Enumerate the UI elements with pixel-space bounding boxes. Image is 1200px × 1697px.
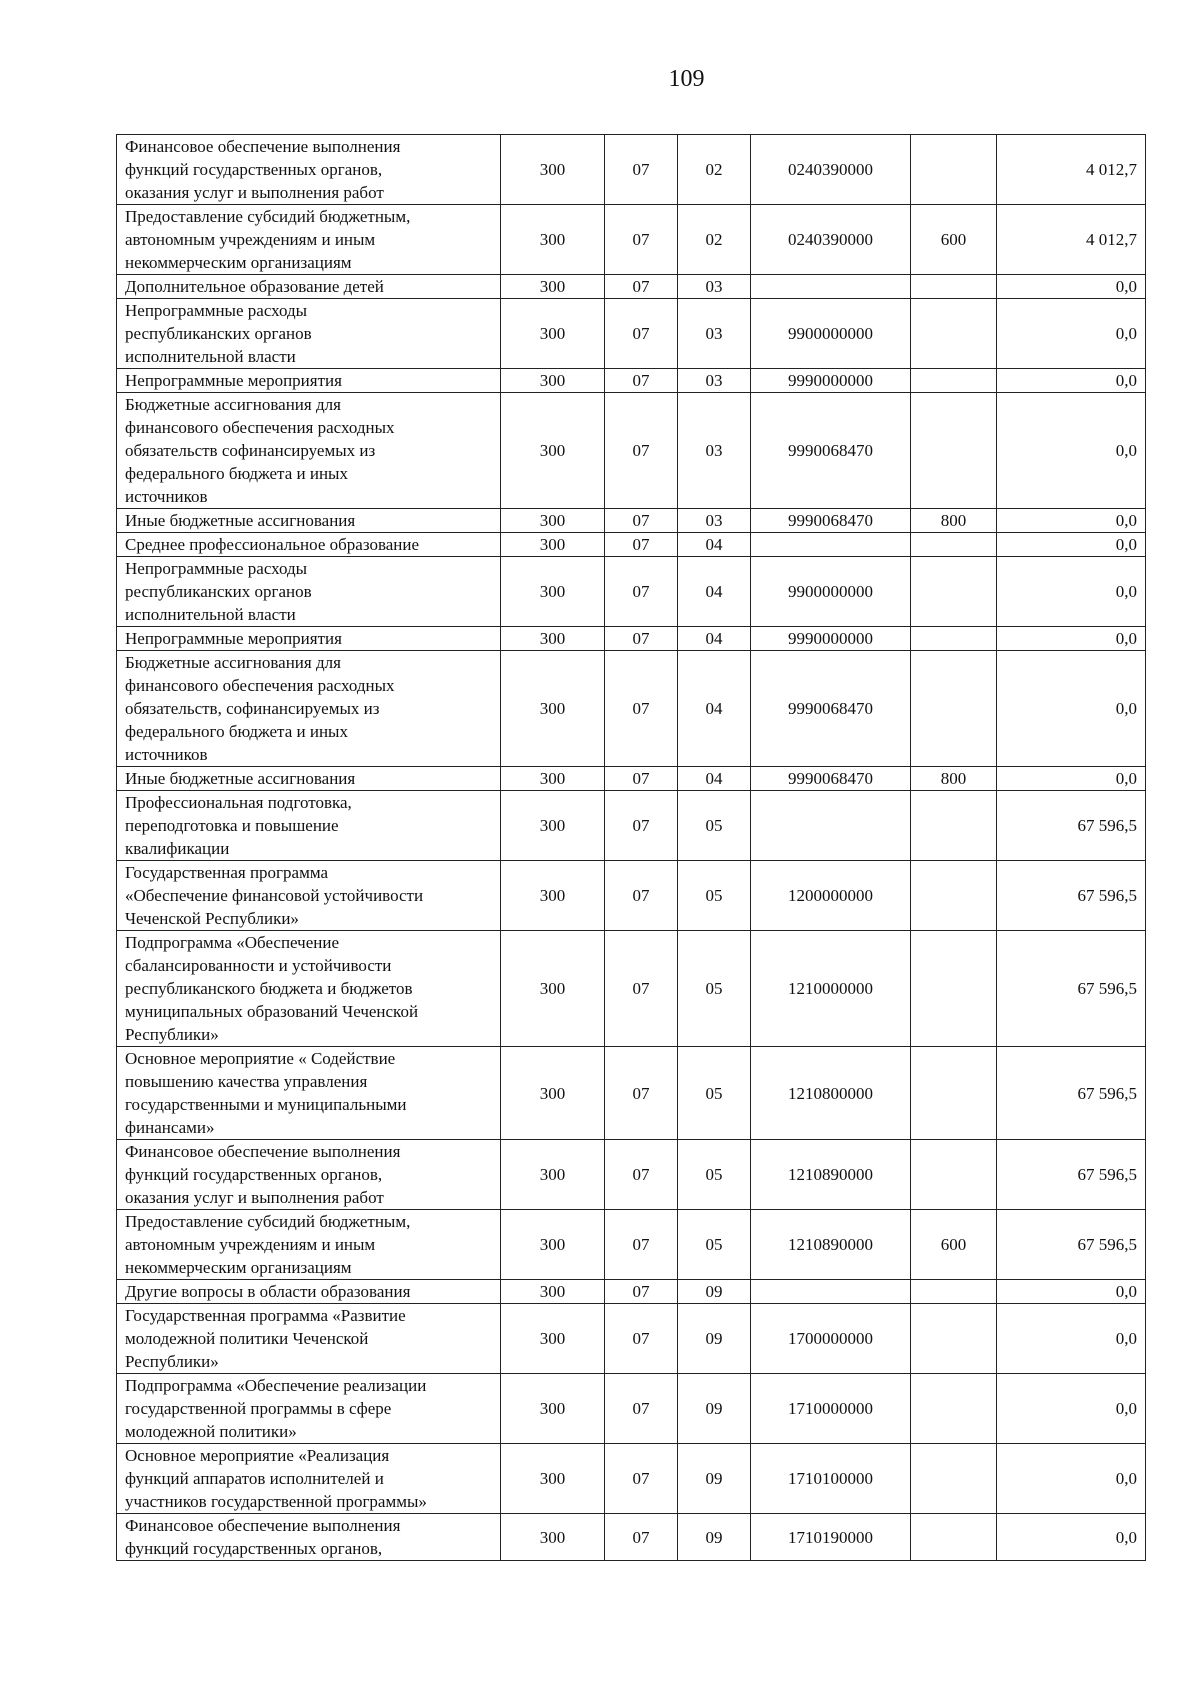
cell-amount: 0,0: [997, 1444, 1146, 1514]
cell-amount: 0,0: [997, 1374, 1146, 1444]
cell-section: 07: [605, 791, 678, 861]
cell-section: 07: [605, 627, 678, 651]
cell-subsection: 09: [678, 1304, 751, 1374]
cell-target-item: 0240390000: [751, 205, 911, 275]
cell-subsection: 04: [678, 767, 751, 791]
table-row: [117, 369, 1146, 393]
cell-expense-type: [911, 1047, 997, 1140]
cell-ministry-code: 300: [501, 299, 605, 369]
cell-section: 07: [605, 557, 678, 627]
cell-expense-type: [911, 931, 997, 1047]
cell-ministry-code: 300: [501, 767, 605, 791]
cell-subsection: 03: [678, 369, 751, 393]
table-row: [117, 205, 1146, 275]
cell-name: Подпрограмма «Обеспечение сбалансированности и устойчивости республиканского бюджета и бюджетов муниципальных образований Чеченской Республики»: [117, 931, 501, 1047]
cell-target-item: 9990068470: [751, 509, 911, 533]
cell-name: Непрограммные мероприятия: [117, 627, 501, 651]
table-row: [117, 1374, 1146, 1444]
cell-expense-type: [911, 135, 997, 205]
table-row: [117, 275, 1146, 299]
cell-amount: 67 596,5: [997, 1210, 1146, 1280]
cell-target-item: 9990068470: [751, 651, 911, 767]
cell-name: Другие вопросы в области образования: [117, 1280, 501, 1304]
cell-expense-type: [911, 533, 997, 557]
cell-name: Основное мероприятие « Содействие повышению качества управления государственными и муниципальными финансами»: [117, 1047, 501, 1140]
cell-amount: 67 596,5: [997, 931, 1146, 1047]
cell-name: Непрограммные расходы республиканских органов исполнительной власти: [117, 299, 501, 369]
cell-ministry-code: 300: [501, 1374, 605, 1444]
cell-section: 07: [605, 1304, 678, 1374]
cell-section: 07: [605, 931, 678, 1047]
cell-ministry-code: 300: [501, 931, 605, 1047]
cell-target-item: 9900000000: [751, 299, 911, 369]
cell-subsection: 04: [678, 651, 751, 767]
table-row: [117, 1047, 1146, 1140]
table-row: [117, 767, 1146, 791]
cell-target-item: 9990068470: [751, 393, 911, 509]
cell-subsection: 04: [678, 627, 751, 651]
cell-name: Финансовое обеспечение выполнения функций государственных органов,: [117, 1514, 501, 1561]
cell-subsection: 03: [678, 509, 751, 533]
cell-subsection: 05: [678, 1140, 751, 1210]
cell-ministry-code: 300: [501, 369, 605, 393]
table-row: [117, 1444, 1146, 1514]
cell-name: Государственная программа «Обеспечение финансовой устойчивости Чеченской Республики»: [117, 861, 501, 931]
cell-subsection: 05: [678, 861, 751, 931]
table-row: [117, 557, 1146, 627]
cell-ministry-code: 300: [501, 509, 605, 533]
cell-target-item: 1710190000: [751, 1514, 911, 1561]
cell-expense-type: [911, 1514, 997, 1561]
cell-section: 07: [605, 861, 678, 931]
table-row: [117, 651, 1146, 767]
cell-ministry-code: 300: [501, 627, 605, 651]
cell-expense-type: [911, 393, 997, 509]
cell-subsection: 05: [678, 1047, 751, 1140]
cell-target-item: 1710000000: [751, 1374, 911, 1444]
cell-ministry-code: 300: [501, 205, 605, 275]
cell-section: 07: [605, 275, 678, 299]
cell-target-item: 1210890000: [751, 1210, 911, 1280]
cell-subsection: 05: [678, 1210, 751, 1280]
cell-expense-type: 800: [911, 767, 997, 791]
cell-section: 07: [605, 651, 678, 767]
cell-amount: 0,0: [997, 509, 1146, 533]
cell-ministry-code: 300: [501, 557, 605, 627]
cell-name: Профессиональная подготовка, переподготовка и повышение квалификации: [117, 791, 501, 861]
table-row: [117, 393, 1146, 509]
cell-ministry-code: 300: [501, 861, 605, 931]
cell-target-item: 9990000000: [751, 369, 911, 393]
cell-amount: 0,0: [997, 299, 1146, 369]
cell-name: Непрограммные мероприятия: [117, 369, 501, 393]
table-row: [117, 533, 1146, 557]
cell-name: Бюджетные ассигнования для финансового обеспечения расходных обязательств софинансируемых из федерального бюджета и иных источников: [117, 393, 501, 509]
table-row: [117, 135, 1146, 205]
cell-amount: 0,0: [997, 651, 1146, 767]
cell-name: Основное мероприятие «Реализация функций аппаратов исполнителей и участников государственной программы»: [117, 1444, 501, 1514]
cell-expense-type: [911, 1304, 997, 1374]
cell-section: 07: [605, 135, 678, 205]
cell-ministry-code: 300: [501, 651, 605, 767]
cell-target-item: 1710100000: [751, 1444, 911, 1514]
cell-amount: 0,0: [997, 557, 1146, 627]
cell-ministry-code: 300: [501, 1514, 605, 1561]
cell-ministry-code: 300: [501, 393, 605, 509]
cell-expense-type: [911, 1374, 997, 1444]
cell-amount: 0,0: [997, 627, 1146, 651]
cell-name: Подпрограмма «Обеспечение реализации государственной программы в сфере молодежной политики»: [117, 1374, 501, 1444]
cell-expense-type: [911, 861, 997, 931]
cell-amount: 67 596,5: [997, 791, 1146, 861]
cell-ministry-code: 300: [501, 1140, 605, 1210]
cell-target-item: 9990068470: [751, 767, 911, 791]
cell-expense-type: [911, 627, 997, 651]
cell-ministry-code: 300: [501, 1444, 605, 1514]
cell-amount: 67 596,5: [997, 861, 1146, 931]
cell-subsection: 09: [678, 1374, 751, 1444]
cell-target-item: [751, 791, 911, 861]
cell-amount: 0,0: [997, 369, 1146, 393]
page-number: 109: [668, 66, 705, 92]
budget-table: [116, 134, 1146, 1561]
cell-section: 07: [605, 1374, 678, 1444]
cell-subsection: 03: [678, 393, 751, 509]
cell-amount: 0,0: [997, 533, 1146, 557]
cell-ministry-code: 300: [501, 791, 605, 861]
cell-amount: 0,0: [997, 767, 1146, 791]
cell-section: 07: [605, 1210, 678, 1280]
cell-target-item: [751, 275, 911, 299]
cell-ministry-code: 300: [501, 135, 605, 205]
table-row: [117, 931, 1146, 1047]
cell-amount: 4 012,7: [997, 205, 1146, 275]
table-body: [117, 135, 1146, 1561]
cell-subsection: 03: [678, 275, 751, 299]
cell-name: Финансовое обеспечение выполнения функций государственных органов, оказания услуг и выполнения работ: [117, 135, 501, 205]
cell-name: Финансовое обеспечение выполнения функций государственных органов, оказания услуг и выполнения работ: [117, 1140, 501, 1210]
cell-expense-type: [911, 299, 997, 369]
cell-expense-type: 600: [911, 1210, 997, 1280]
cell-name: Дополнительное образование детей: [117, 275, 501, 299]
cell-name: Иные бюджетные ассигнования: [117, 767, 501, 791]
table-row: [117, 299, 1146, 369]
cell-expense-type: [911, 557, 997, 627]
cell-expense-type: 800: [911, 509, 997, 533]
cell-ministry-code: 300: [501, 533, 605, 557]
cell-section: 07: [605, 1444, 678, 1514]
cell-expense-type: [911, 369, 997, 393]
cell-name: Бюджетные ассигнования для финансового обеспечения расходных обязательств, софинансируемых из федерального бюджета и иных источников: [117, 651, 501, 767]
cell-section: 07: [605, 205, 678, 275]
cell-target-item: 1200000000: [751, 861, 911, 931]
cell-ministry-code: 300: [501, 1210, 605, 1280]
cell-section: 07: [605, 369, 678, 393]
cell-expense-type: [911, 1444, 997, 1514]
cell-target-item: 1210800000: [751, 1047, 911, 1140]
cell-amount: 67 596,5: [997, 1140, 1146, 1210]
cell-subsection: 02: [678, 205, 751, 275]
cell-target-item: [751, 533, 911, 557]
cell-target-item: 1700000000: [751, 1304, 911, 1374]
cell-target-item: [751, 1280, 911, 1304]
cell-subsection: 09: [678, 1514, 751, 1561]
cell-expense-type: 600: [911, 205, 997, 275]
cell-amount: 0,0: [997, 393, 1146, 509]
cell-target-item: 1210890000: [751, 1140, 911, 1210]
cell-amount: 67 596,5: [997, 1047, 1146, 1140]
cell-ministry-code: 300: [501, 1304, 605, 1374]
cell-target-item: 9990000000: [751, 627, 911, 651]
cell-section: 07: [605, 1140, 678, 1210]
cell-section: 07: [605, 767, 678, 791]
cell-amount: 0,0: [997, 1514, 1146, 1561]
cell-expense-type: [911, 651, 997, 767]
cell-section: 07: [605, 393, 678, 509]
cell-name: Предоставление субсидий бюджетным, автономным учреждениям и иным некоммерческим организациям: [117, 1210, 501, 1280]
cell-expense-type: [911, 1140, 997, 1210]
cell-expense-type: [911, 791, 997, 861]
cell-section: 07: [605, 533, 678, 557]
cell-ministry-code: 300: [501, 275, 605, 299]
cell-target-item: 0240390000: [751, 135, 911, 205]
cell-amount: 4 012,7: [997, 135, 1146, 205]
cell-amount: 0,0: [997, 275, 1146, 299]
cell-amount: 0,0: [997, 1304, 1146, 1374]
table-row: [117, 627, 1146, 651]
cell-subsection: 04: [678, 557, 751, 627]
table-row: [117, 791, 1146, 861]
cell-subsection: 02: [678, 135, 751, 205]
cell-section: 07: [605, 1514, 678, 1561]
cell-subsection: 03: [678, 299, 751, 369]
cell-section: 07: [605, 509, 678, 533]
cell-subsection: 09: [678, 1280, 751, 1304]
cell-expense-type: [911, 1280, 997, 1304]
cell-name: Иные бюджетные ассигнования: [117, 509, 501, 533]
table-row: [117, 1514, 1146, 1561]
cell-subsection: 04: [678, 533, 751, 557]
cell-subsection: 05: [678, 931, 751, 1047]
cell-name: Предоставление субсидий бюджетным, автономным учреждениям и иным некоммерческим организациям: [117, 205, 501, 275]
table-row: [117, 1210, 1146, 1280]
cell-expense-type: [911, 275, 997, 299]
cell-ministry-code: 300: [501, 1280, 605, 1304]
cell-amount: 0,0: [997, 1280, 1146, 1304]
cell-subsection: 09: [678, 1444, 751, 1514]
table-row: [117, 509, 1146, 533]
cell-name: Среднее профессиональное образование: [117, 533, 501, 557]
cell-name: Непрограммные расходы республиканских органов исполнительной власти: [117, 557, 501, 627]
table-row: [117, 1304, 1146, 1374]
cell-section: 07: [605, 1280, 678, 1304]
cell-name: Государственная программа «Развитие молодежной политики Чеченской Республики»: [117, 1304, 501, 1374]
cell-section: 07: [605, 299, 678, 369]
table-row: [117, 861, 1146, 931]
cell-subsection: 05: [678, 791, 751, 861]
table-row: [117, 1140, 1146, 1210]
cell-target-item: 9900000000: [751, 557, 911, 627]
cell-target-item: 1210000000: [751, 931, 911, 1047]
cell-section: 07: [605, 1047, 678, 1140]
cell-ministry-code: 300: [501, 1047, 605, 1140]
table-row: [117, 1280, 1146, 1304]
